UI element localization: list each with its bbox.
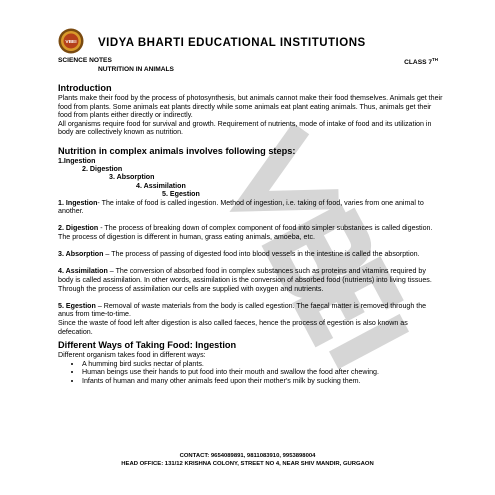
science-notes-label: SCIENCE NOTES xyxy=(58,57,112,64)
ways-intro: Different organism takes food in different ways: xyxy=(58,351,206,360)
definition-egestion: 5. Egestion – Removal of waste materials from the body is called egestion. The faecal matter is removed through the anus from time-to-time. xyxy=(58,301,427,319)
page-footer xyxy=(0,452,495,468)
intro-paragraph-1: Plants make their food by the process of photosynthesis, but animals cannot make their food themselves. Animals get their food from plants. Some animals eat plants directly while some animals eat plant eating animals. Thus, animals get their food from plants either directly or indirectly. xyxy=(58,94,443,120)
intro-paragraph-2: All organisms require food for survival and growth. Requirement of nutrients, mode of intake of food and its utilization in body are collectively known as nutrition. xyxy=(58,119,432,137)
step-item: 4. Assimilation xyxy=(136,181,186,190)
definition-digestion: 2. Digestion - The process of breaking down of complex component of food into simpler substances is called digestion. The process of digestion is different in human, grass eating animals, amoeba, etc. xyxy=(58,224,433,241)
vbei-logo xyxy=(58,28,84,54)
head-office-line: HEAD OFFICE: 131/12 KRISHNA COLONY, STREET NO 4, NEAR SHIV MANDIR, GURGAON xyxy=(121,461,374,467)
notes-body xyxy=(58,83,443,385)
list-item: • A humming bird sucks nectar of plants. xyxy=(82,360,443,369)
ways-list xyxy=(58,360,443,386)
definition-absorption: 3. Absorption – The process of passing of digested food into blood vessels in the intestine is called the absorption. xyxy=(58,250,420,259)
definition-ingestion: 1. Ingestion- The intake of food is called ingestion. Method of ingestion, i.e. taking of food, varies from one animal to another. xyxy=(58,198,424,216)
definition-assimilation: 4. Assimilation – The conversion of absorbed food in complex substances such as proteins and vitamins required by body is called assimilation. In other words, assimilation is the conversion of absorbed food (nutrients) into living tissues. Through the process of assimilation our cells are supplied with oxygen and nutrients. xyxy=(58,267,432,293)
step-item: 3. Absorption xyxy=(109,173,155,182)
steps-heading: Nutrition in complex animals involves following steps: xyxy=(58,145,296,156)
topic-title: NUTRITION IN ANIMALS xyxy=(98,66,174,73)
svg-text:VBEI: VBEI xyxy=(65,39,77,45)
class-label: CLASS 7TH xyxy=(404,57,438,67)
list-item: • Infants of human and many other animals feed upon their mother's milk by sucking them. xyxy=(82,377,443,386)
steps-list xyxy=(58,157,443,199)
notes-header-row xyxy=(58,57,438,67)
step-item: 1.Ingestion xyxy=(58,156,96,165)
step-item: 2. Digestion xyxy=(82,164,123,173)
institution-name: VIDYA BHARTI EDUCATIONAL INSTITUTIONS xyxy=(98,37,366,49)
step-item: 5. Egestion xyxy=(162,190,200,199)
list-item: • Human beings use their hands to put food into their mouth and swallow the food after chewing. xyxy=(82,368,443,377)
intro-heading: Introduction xyxy=(58,83,112,93)
ways-heading: Different Ways of Taking Food: Ingestion xyxy=(58,340,237,351)
egestion-note: Since the waste of food left after digestion is also called faeces, hence the process of egestion is also known as defecation. xyxy=(58,318,408,336)
contact-line: CONTACT: 9654089891, 9811083910, 9953898004 xyxy=(179,453,316,459)
